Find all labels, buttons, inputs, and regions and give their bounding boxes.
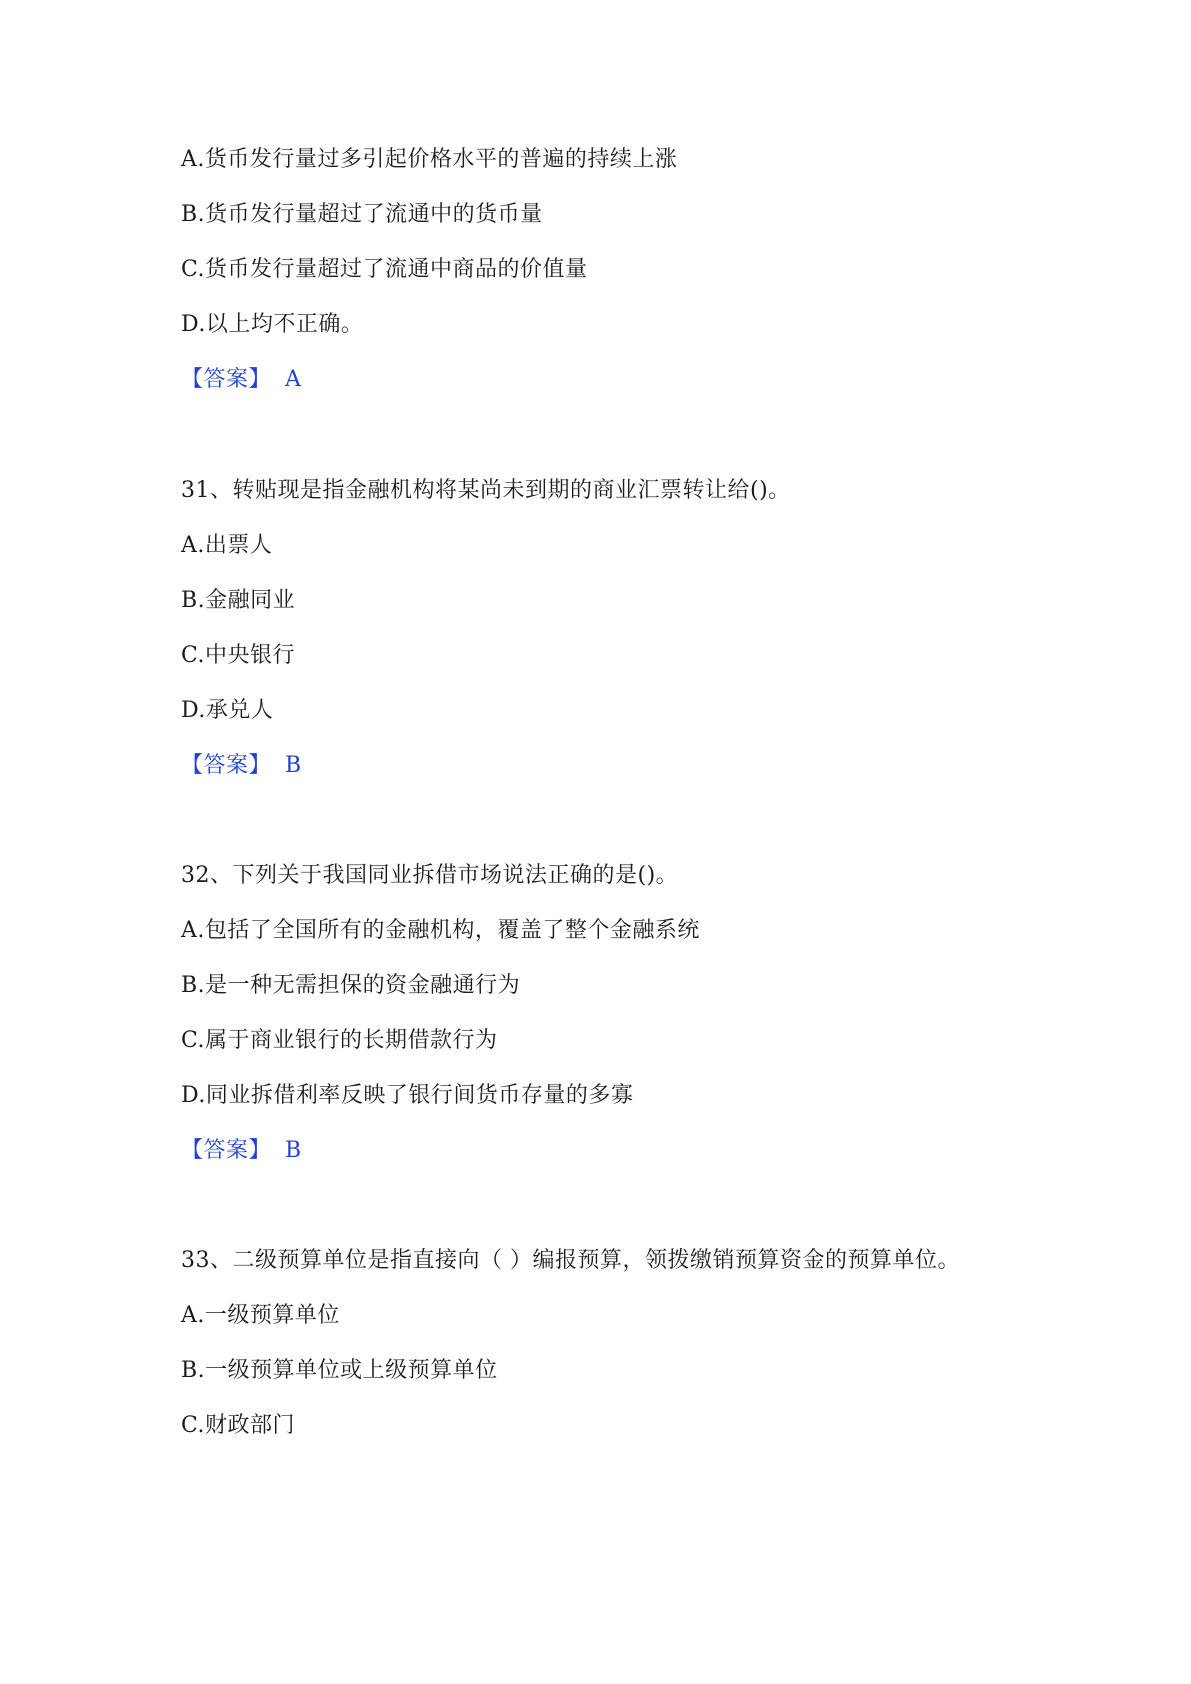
- q32-answer-label: 【答案】: [181, 1138, 272, 1163]
- q30-option-c: C.货币发行量超过了流通中商品的价值量: [181, 257, 588, 282]
- q30-answer-label: 【答案】: [181, 367, 272, 392]
- q32-option-c: C.属于商业银行的长期借款行为: [181, 1028, 498, 1053]
- q30-answer-value: A: [285, 367, 302, 392]
- q32-option-b: B.是一种无需担保的资金融通行为: [181, 973, 521, 998]
- q31-answer-label: 【答案】: [181, 753, 272, 778]
- q31-option-b: B.金融同业: [181, 588, 296, 613]
- q33-question: 33、二级预算单位是指直接向（ ）编报预算，领拨缴销预算资金的预算单位。: [181, 1248, 960, 1273]
- q32-option-d: D.同业拆借利率反映了银行间货币存量的多寡: [181, 1083, 634, 1108]
- q30-option-a: A.货币发行量过多引起价格水平的普遍的持续上涨: [181, 147, 678, 172]
- q31-option-d: D.承兑人: [181, 698, 274, 723]
- q32-option-a: A.包括了全国所有的金融机构，覆盖了整个金融系统: [181, 918, 700, 943]
- q32-answer: [181, 1136, 302, 1166]
- q30-option-b: B.货币发行量超过了流通中的货币量: [181, 202, 543, 227]
- q31-option-c: C.中央银行: [181, 643, 296, 668]
- q33-option-a: A.一级预算单位: [181, 1303, 340, 1328]
- q30-option-d: D.以上均不正确。: [181, 312, 364, 337]
- q31-option-a: A.出票人: [181, 533, 273, 558]
- q32-question: 32、下列关于我国同业拆借市场说法正确的是()。: [181, 863, 679, 888]
- q33-option-b: B.一级预算单位或上级预算单位: [181, 1358, 498, 1383]
- q30-answer: [181, 365, 301, 395]
- q31-answer: [181, 751, 302, 781]
- q32-answer-value: B: [285, 1138, 302, 1163]
- q31-answer-value: B: [285, 753, 302, 778]
- q33-option-c: C.财政部门: [181, 1413, 296, 1438]
- q31-question: 31、转贴现是指金融机构将某尚未到期的商业汇票转让给()。: [181, 478, 791, 503]
